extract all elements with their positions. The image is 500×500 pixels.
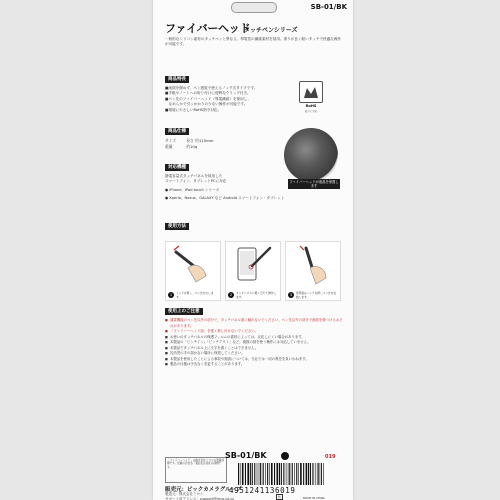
spec-weight-label: 重量: [165, 144, 173, 149]
seller-text: 販売元：ビックカメラグループ: [165, 487, 242, 493]
compatible-item: ● Xperia、Nexus、GALAXY など Android スマートフォン・タブレット: [165, 196, 285, 201]
caution-item: ■ 本製品を使用したことによる事故や損害については、当社では一切の責任を負いかねます。: [165, 357, 343, 363]
spec-size-value: 長さ 約115mm: [186, 138, 214, 143]
feature-item: ■画面を傷めず、ペン感覚で使えるノック式タイプです。: [165, 86, 258, 90]
step-3-number: 3: [289, 293, 293, 297]
section-compatible: 対応機種: [165, 164, 189, 171]
step-1-text: ノックを押し、ペン先を出します。: [176, 291, 214, 299]
spec-size-label: サイズ: [165, 138, 177, 143]
phone-tap-icon: [226, 242, 280, 286]
trademark-note: 「ファイバーヘッド」は株式会社ミヨシの登録商標です。記載の会社名・製品名は各社の商標です。: [165, 457, 227, 483]
section-howto: 使用方法: [165, 223, 189, 230]
howto-steps: [165, 241, 341, 299]
step-1-number: 1: [169, 293, 173, 297]
color-dot-icon: [281, 452, 289, 460]
product-card: [153, 0, 353, 500]
maker-text: 製造元：株式会社ミヨシ: [165, 492, 204, 496]
made-in-text: MADE IN CHINA: [303, 496, 325, 500]
product-title: ファイバーヘッド: [165, 22, 251, 35]
caution-item: ■ 本製品でタッチパネル上に文字を書くことはできません。: [165, 346, 343, 352]
caution-item: ■ お使いのタッチパネルの保護フィルムの素材によっては、反応しにくい場合があります。: [165, 335, 343, 341]
caution-item: ■ 通電機能のペン先以外の部分で、タッチパネル面に触れないでください。ペン先以外の部分で画面を傷つけるおそれがあります。: [165, 318, 343, 329]
compatible-item: ● iPhone、iPod touch シリーズ: [165, 187, 220, 192]
product-subtitle: タッチペンシリーズ: [244, 27, 298, 34]
hang-hole: [231, 2, 277, 13]
hand-pen-icon: [166, 242, 220, 286]
pen-tip-caption: ファイバーヘッドが液晶を保護します: [289, 180, 339, 189]
spec-weight-value: 約10g: [186, 144, 198, 149]
product-code: 019: [325, 454, 336, 460]
compatible-list: [165, 174, 285, 202]
section-features: 商品特長: [165, 76, 189, 83]
compatible-item: スマートフォン、タブレットPCに対応: [165, 179, 227, 184]
rohs-icon: [299, 81, 323, 103]
support-text: サポート用アドレス：support@mco.co.jp: [165, 497, 234, 500]
rohs-label: RoHS: [305, 104, 317, 108]
feature-item: なめらかで引っかかりの少ない操作が可能です。: [165, 102, 248, 107]
step-1: [165, 241, 221, 301]
feature-item: ■環境にやさしいRoHS指令対応。: [165, 107, 222, 112]
caution-item: ■ 製品の仕様は予告なく変更することがあります。: [165, 362, 343, 368]
step-2-text: タッチパネルに軽く当てて操作します。: [236, 291, 277, 299]
feature-item: ■手帳やノートへの取り付けに便利なクリップ付き。: [165, 91, 251, 96]
spec-row-size: [165, 138, 213, 144]
section-specs: 商品仕様: [165, 128, 189, 135]
model-number-top: SB-01/BK: [310, 3, 347, 11]
step-3: [285, 241, 341, 301]
caution-item: ■ 乳幼児の手の届かない場所に保管してください。: [165, 351, 343, 357]
model-number-bottom: SB-01/BK: [225, 451, 267, 460]
intro-text: 一般的なシリコン素材のタッチペンと異なる、導電性の繊維素材を採用。滑りが良く軽いタッチで快適な操作が可能です。: [165, 37, 342, 46]
caution-item: ■ 「ファイバーヘッド部」を強く押し付けないでください。: [165, 329, 343, 335]
pen-tip-image: [284, 128, 338, 182]
section-caution: 使用上のご注意: [165, 308, 203, 315]
compatible-item: 静電容量式タッチパネルを採用した: [165, 174, 223, 178]
step-3-text: 使用後はノックを押しペン先を収納します。: [296, 291, 337, 299]
spec-row-weight: [165, 144, 197, 150]
rohs-sub: 指令に対応: [304, 110, 318, 113]
caution-item: ■ 本製品の「ピンチイン」「ピンチアウト」など、複数の指を使う操作には対応していません。: [165, 340, 343, 346]
hand-pen-icon: [286, 242, 340, 286]
barcode-number: 4951241136019: [229, 486, 296, 495]
step-2: [225, 241, 281, 301]
step-2-number: 2: [229, 293, 233, 297]
feature-item: ■ペン先のファイバーヘッド（導電繊維）を採用し、: [165, 96, 251, 101]
caution-list: [165, 318, 343, 368]
features-list: [165, 86, 283, 113]
recycle-mark: 紙: [278, 495, 281, 499]
barcode-icon: [237, 463, 329, 485]
